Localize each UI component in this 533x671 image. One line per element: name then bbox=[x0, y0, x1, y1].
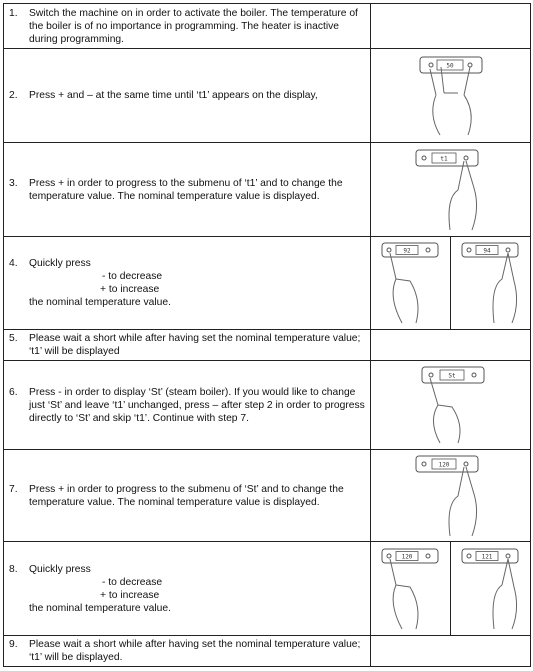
step-text-cell bbox=[4, 330, 371, 361]
step-text-cell bbox=[4, 636, 371, 667]
step-instruction: Switch the machine on in order to activate the boiler. The temperature of the boiler is of no importance in programming. The heater is inactive during programming. bbox=[29, 7, 358, 45]
step-image-cell-empty bbox=[371, 636, 531, 667]
step-instruction-end: the nominal temperature value. bbox=[29, 297, 171, 308]
step-text-cell bbox=[4, 237, 371, 330]
step-number: 8. bbox=[9, 563, 18, 575]
increase-hint: + to increase bbox=[100, 589, 160, 601]
step-row-1 bbox=[4, 4, 531, 49]
step-instruction: Press - in order to display ‘St’ (steam boiler). If you would like to change just ‘St’ and leave ‘t1’ unchanged, press – after step 2 in order to progress directly to ‘St’ and skip ‘t1’. Continue with step 7. bbox=[29, 386, 365, 424]
step-row-5 bbox=[4, 330, 531, 361]
step-instruction: Press + in order to progress to the submenu of ‘St’ and to change the temperature value. The nominal temperature value is displayed. bbox=[29, 483, 344, 508]
step-text-cell bbox=[4, 450, 371, 542]
step-instruction-end: the nominal temperature value. bbox=[29, 602, 171, 614]
hand-pressing-panel-icon bbox=[380, 241, 442, 325]
step-text-cell bbox=[4, 361, 371, 450]
step-image-cell bbox=[371, 49, 531, 143]
step-row-2 bbox=[4, 49, 531, 143]
step-instruction: Quickly press bbox=[29, 258, 91, 269]
step-number: 6. bbox=[9, 386, 18, 398]
step-row-9 bbox=[4, 636, 531, 667]
step-instruction: Please wait a short while after having set the nominal temperature value; ‘t1’ will be displayed bbox=[29, 333, 361, 357]
step-image-cell bbox=[371, 237, 531, 330]
step-text-cell bbox=[4, 49, 371, 143]
decrease-hint: - to decrease bbox=[102, 271, 163, 282]
step-image-cell bbox=[371, 450, 531, 542]
step-image-cell bbox=[371, 143, 531, 237]
hand-pressing-panel-icon bbox=[414, 148, 488, 232]
step-number: 4. bbox=[9, 258, 18, 269]
hand-pressing-panel-icon bbox=[414, 454, 488, 538]
step-number: 5. bbox=[9, 333, 18, 344]
decrease-hint: - to decrease bbox=[102, 576, 163, 588]
hand-pressing-panel-icon bbox=[460, 547, 522, 631]
step-image-cell bbox=[371, 542, 531, 636]
step-image-cell-empty bbox=[371, 4, 531, 49]
step-row-7 bbox=[4, 450, 531, 542]
step-text-cell bbox=[4, 542, 371, 636]
step-instruction: Quickly press bbox=[29, 563, 91, 575]
step-row-8 bbox=[4, 542, 531, 636]
step-image-cell bbox=[371, 361, 531, 450]
display-readout: 94 bbox=[482, 247, 491, 255]
step-instruction: Press + and – at the same time until ‘t1’ appears on the display, bbox=[29, 90, 318, 101]
step-number: 9. bbox=[9, 639, 18, 650]
step-number: 1. bbox=[9, 7, 18, 19]
step-image-cell-empty bbox=[371, 330, 531, 361]
step-number: 7. bbox=[9, 483, 18, 495]
hand-pressing-panel-icon bbox=[380, 547, 442, 631]
display-readout: 120 bbox=[438, 461, 449, 468]
display-readout: 92 bbox=[402, 247, 411, 255]
step-number: 2. bbox=[9, 90, 18, 101]
step-row-6 bbox=[4, 361, 531, 450]
hand-pressing-panel-icon bbox=[460, 241, 522, 325]
display-readout: 121 bbox=[481, 553, 492, 560]
step-row-4 bbox=[4, 237, 531, 330]
step-instruction: Press + in order to progress to the submenu of ‘t1’ and to change the temperature value. The nominal temperature value is displayed. bbox=[29, 177, 343, 202]
increase-hint: + to increase bbox=[100, 284, 160, 295]
hand-pressing-panel-icon bbox=[414, 55, 488, 137]
step-number: 3. bbox=[9, 177, 18, 189]
instruction-table bbox=[3, 3, 531, 667]
step-text-cell bbox=[4, 143, 371, 237]
hand-pressing-panel-icon bbox=[414, 365, 488, 445]
display-readout: St bbox=[447, 372, 456, 380]
display-readout: 50 bbox=[445, 62, 454, 69]
display-readout: 120 bbox=[401, 553, 412, 560]
step-text-cell bbox=[4, 4, 371, 49]
step-instruction: Please wait a short while after having set the nominal temperature value; ‘t1’ will be displayed. bbox=[29, 639, 361, 663]
display-readout: t1 bbox=[439, 155, 448, 162]
step-row-3 bbox=[4, 143, 531, 237]
